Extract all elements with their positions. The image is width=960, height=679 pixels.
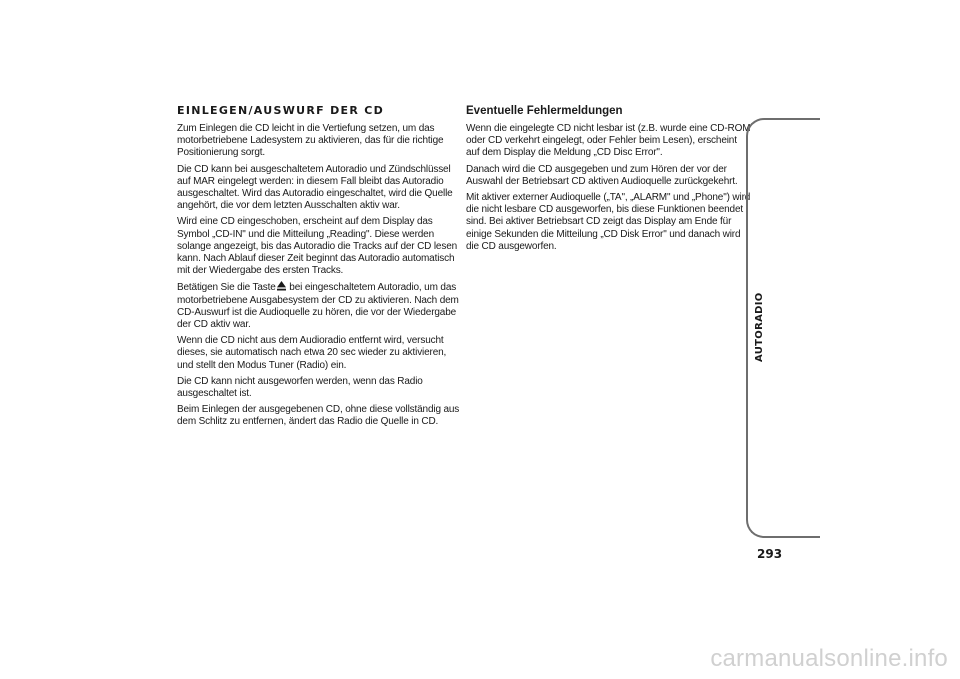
paragraph: Danach wird die CD ausgegeben und zum Hören der vor der Auswahl der Betriebsart CD aktiven Audioquelle zurückgekehrt. [466, 163, 738, 187]
paragraph: Wenn die CD nicht aus dem Audioradio entfernt wird, versucht dieses, sie automatisch nach etwa 20 sec wieder zu aktivieren, und stellt den Modus Tuner (Radio) ein. [177, 335, 447, 371]
section-heading-einlegen: EINLEGEN/AUSWURF DER CD [177, 104, 385, 117]
paragraph: Zum Einlegen die CD leicht in die Vertiefung setzen, um das motorbetriebene Ladesystem zu aktivieren, das für die richtige Positionierung sorgt. [177, 123, 444, 159]
paragraph-text: Betätigen Sie die Taste [177, 282, 276, 294]
paragraph: Die CD kann bei ausgeschaltetem Autoradio und Zündschlüssel auf MAR eingelegt werden: in diesem Fall bleibt das Autoradio ausgeschaltet. Wird das Autoradio eingeschaltet, wird die Quelle angehört, die vor dem letzten Ausschalten aktiv war. [177, 163, 453, 212]
paragraph: Mit aktiver externer Audioquelle („TA", „ALARM" und „Phone") wird die nicht lesbare CD ausgeworfen, bis diese Funktionen beendet sind. Bei aktiver Betriebsart CD zeigt das Display am Ende für einige Sekunden die Mitteilung „CD Disk Error" und danach wird die CD ausgeworfen. [466, 192, 751, 252]
page-number: 293 [757, 547, 783, 561]
paragraph: Wenn die eingelegte CD nicht lesbar ist (z.B. wurde eine CD-ROM oder CD verkehrt eingelegt, oder Fehler beim Lesen), erscheint auf dem Display die Meldung „CD Disc Error". [466, 123, 751, 159]
paragraph: Wird eine CD eingeschoben, erscheint auf dem Display das Symbol „CD-IN" und die Mitteilung „Reading". Diese werden solange angezeigt, bis das Autoradio die Tracks auf der CD lesen kann. Nach Ablauf dieser Zeit beginnt das Autoradio automatisch mit der Wiedergabe des ersten Tracks. [177, 216, 458, 277]
paragraph: Beim Einlegen der ausgegebenen CD, ohne diese vollständig aus dem Schlitz zu entfernen, ändert das Radio die Quelle in CD. [177, 404, 460, 428]
paragraph-eject [177, 281, 463, 331]
left-column [177, 104, 463, 433]
watermark: carmanualsonline.info [710, 645, 948, 672]
right-column [466, 104, 752, 257]
section-heading-fehlermeldungen: Eventuelle Fehlermeldungen [466, 105, 623, 117]
paragraph: Die CD kann nicht ausgeworfen werden, wenn das Radio ausgeschaltet ist. [177, 375, 423, 400]
eject-icon [277, 281, 286, 291]
paragraph-text: bei eingeschaltetem Autoradio, um das motorbetriebene Ausgabesystem der CD zu aktivieren. Nach dem CD-Auswurf ist die Audioquelle zu hören, die vor der Wiedergabe der CD aktiv war. [177, 282, 459, 331]
chapter-label: AUTORADIO [754, 292, 765, 362]
